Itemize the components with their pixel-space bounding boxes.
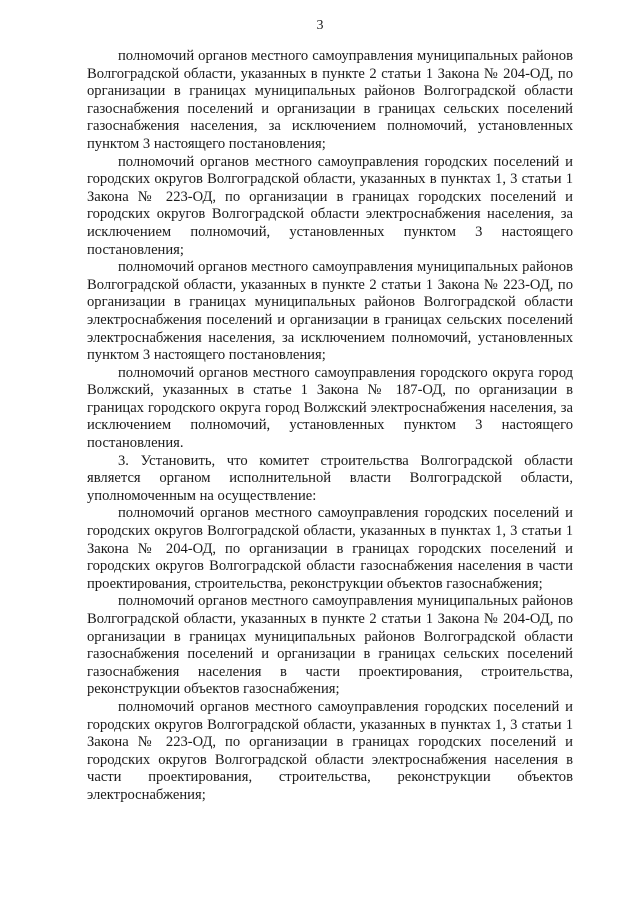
paragraph: полномочий органов местного самоуправления муниципальных районов Волгоградской области, указанных в пункте 2 статьи 1 Закона № 223-ОД, по организации в границах муниципальных районов Волгоградской области электроснабжения поселений и организации в границах сельских поселений электроснабжения населения, за исключением полномочий, установленных пунктом 3 настоящего постановления;: [87, 259, 573, 364]
paragraph: полномочий органов местного самоуправления городских поселений и городских округов Волгоградской области, указанных в пунктах 1, 3 статьи 1 Закона № 204-ОД, по организации в границах городских поселений и городских округов Волгоградской области газоснабжения населения в части проектирования, строительства, реконструкции объектов газоснабжения;: [87, 505, 573, 592]
page-number: 3: [316, 18, 324, 33]
paragraph: полномочий органов местного самоуправления городского округа город Волжский, указанных в статье 1 Закона № 187-ОД, по организации в границах городского округа город Волжский электроснабжения населения, за исключением полномочий, установленных пунктом 3 настоящего постановления.: [87, 364, 573, 452]
paragraph: полномочий органов местного самоуправления муниципальных районов Волгоградской области, указанных в пункте 2 статьи 1 Закона № 204-ОД, по организации в границах муниципальных районов Волгоградской области газоснабжения поселений и организации в границах сельских поселений газоснабжения населения, за исключением полномочий, установленных пунктом 3 настоящего постановления;: [87, 48, 573, 152]
paragraph: полномочий органов местного самоуправления городских поселений и городских округов Волгоградской области, указанных в пунктах 1, 3 статьи 1 Закона № 223-ОД, по организации в границах городских поселений и городских округов Волгоградской области электроснабжения населения в части проектирования, строительства, реконструкции объектов электроснабжения;: [87, 698, 573, 803]
document-body: [87, 48, 573, 805]
paragraph: полномочий органов местного самоуправления муниципальных районов Волгоградской области, указанных в пункте 2 статьи 1 Закона № 204-ОД, по организации в границах муниципальных районов Волгоградской области газоснабжения поселений и организации в границах сельских поселений газоснабжения населения в части проектирования, строительства, реконструкции объектов газоснабжения;: [87, 593, 573, 698]
paragraph: полномочий органов местного самоуправления городских поселений и городских округов Волгоградской области, указанных в пунктах 1, 3 статьи 1 Закона № 223-ОД, по организации в границах городских поселений и городских округов Волгоградской области электроснабжения населения, за исключением полномочий, установленных пунктом 3 настоящего постановления;: [87, 153, 573, 258]
paragraph: 3. Установить, что комитет строительства Волгоградской области является органом исполнительной власти Волгоградской области, уполномоченным на осуществление:: [87, 452, 573, 504]
